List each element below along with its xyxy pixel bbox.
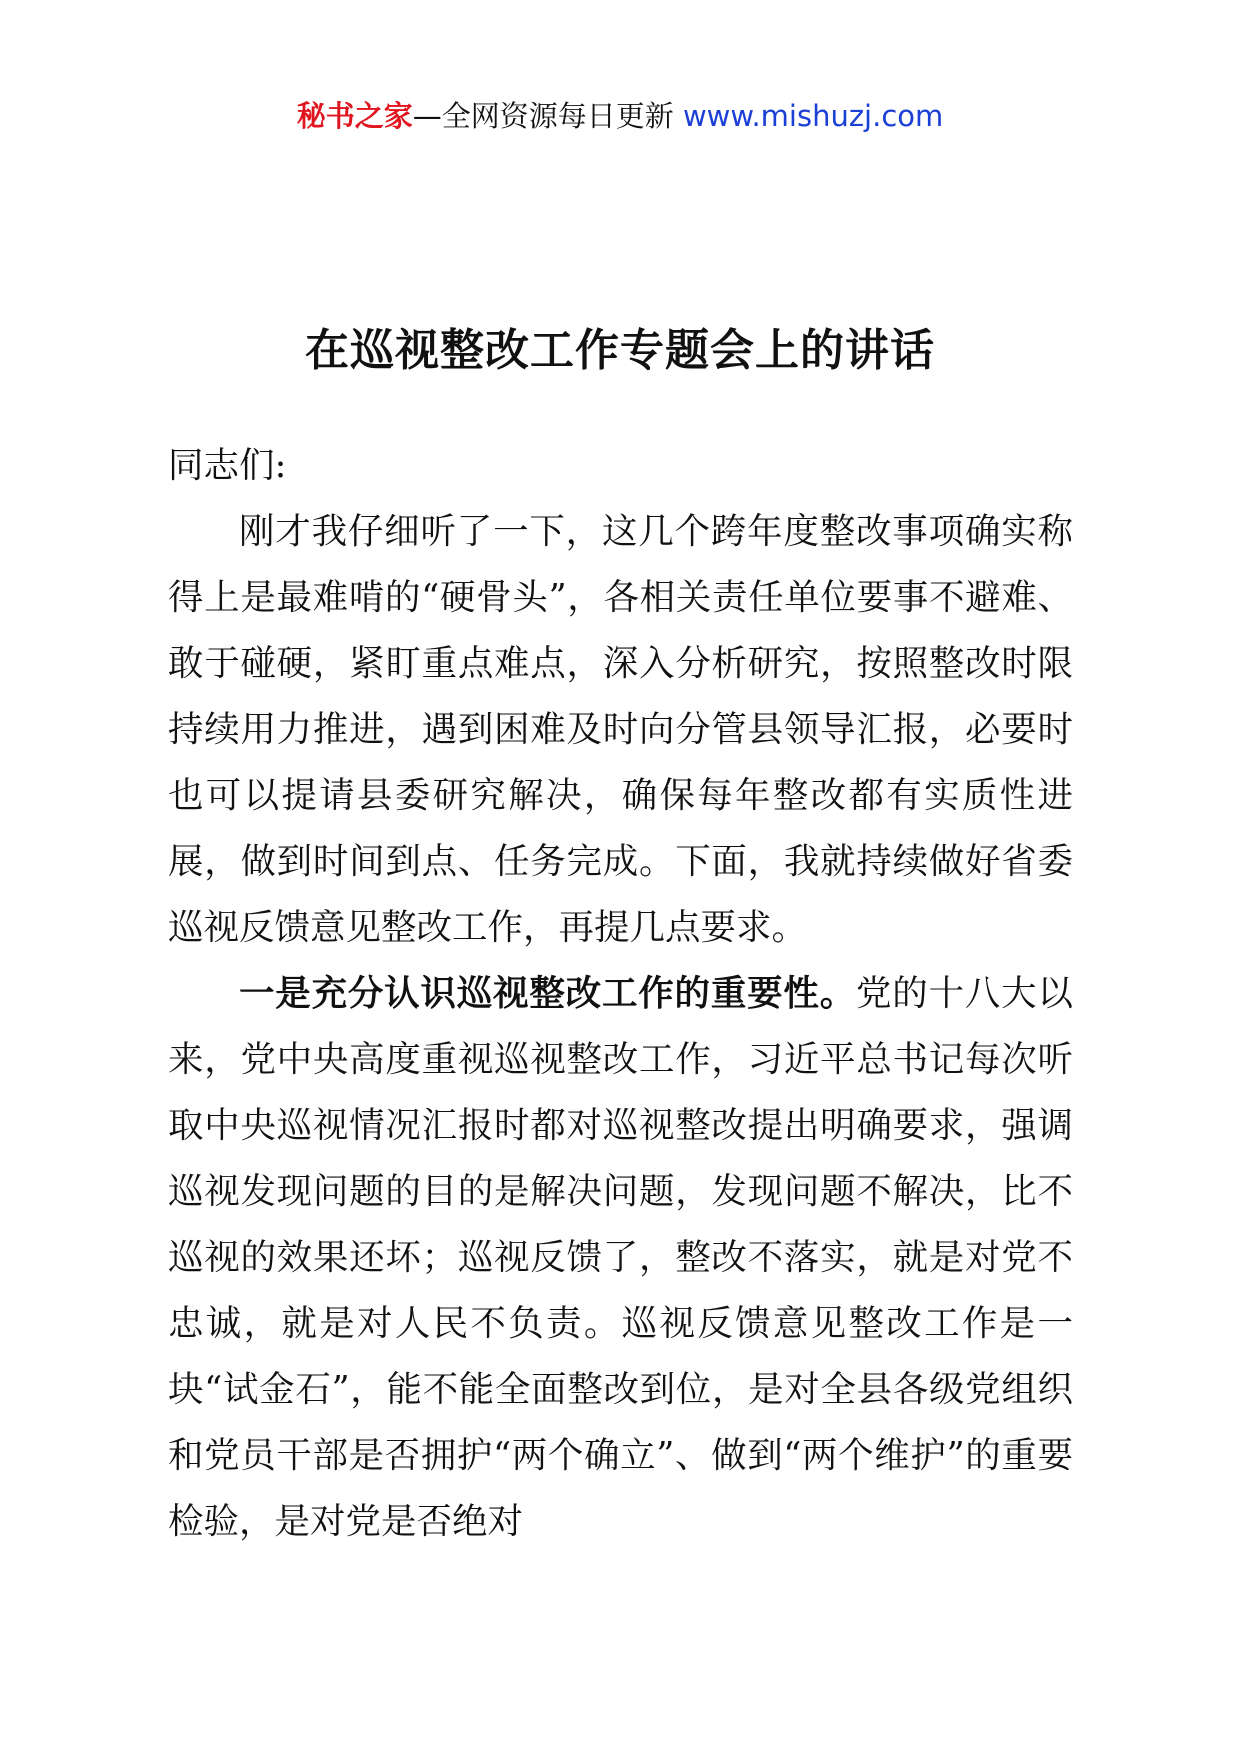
salutation: 同志们: [168, 445, 287, 486]
site-url-link[interactable]: www.mishuzj.com [682, 99, 944, 133]
paragraph-1: 刚才我仔细听了一下，这几个跨年度整改事项确实称得上是最难啃的“硬骨头”，各相关责任单位要事不避难、敢于碰硬，紧盯重点难点，深入分析研究，按照整改时限持续用力推进，遇到困难及时向分管县领导汇报，必要时也可以提请县委研究解决，确保每年整改都有实质性进展，做到时间到点、任务完成。下面，我就持续做好省委巡视反馈意见整改工作，再提几点要求。 [168, 511, 1073, 948]
site-header [0, 96, 1240, 136]
site-slogan: —全网资源每日更新 [412, 99, 674, 133]
paragraph-2-lead: 一是充分认识巡视整改工作的重要性。 [239, 973, 856, 1014]
paragraph-2 [168, 961, 1073, 1555]
paragraph-2-body: 党的十八大以来，党中央高度重视巡视整改工作，习近平总书记每次听取中央巡视情况汇报时都对巡视整改提出明确要求，强调巡视发现问题的目的是解决问题，发现问题不解决，比不巡视的效果还坏；巡视反馈了，整改不落实，就是对党不忠诚，就是对人民不负责。巡视反馈意见整改工作是一块“试金石”，能不能全面整改到位，是对全县各级党组织和党员干部是否拥护“两个确立”、做到“两个维护”的重要检验，是对党是否绝对 [168, 973, 1073, 1542]
site-brand: 秘书之家 [296, 99, 413, 133]
document-body [168, 433, 1073, 1555]
document-title: 在巡视整改工作专题会上的讲话 [305, 325, 935, 377]
